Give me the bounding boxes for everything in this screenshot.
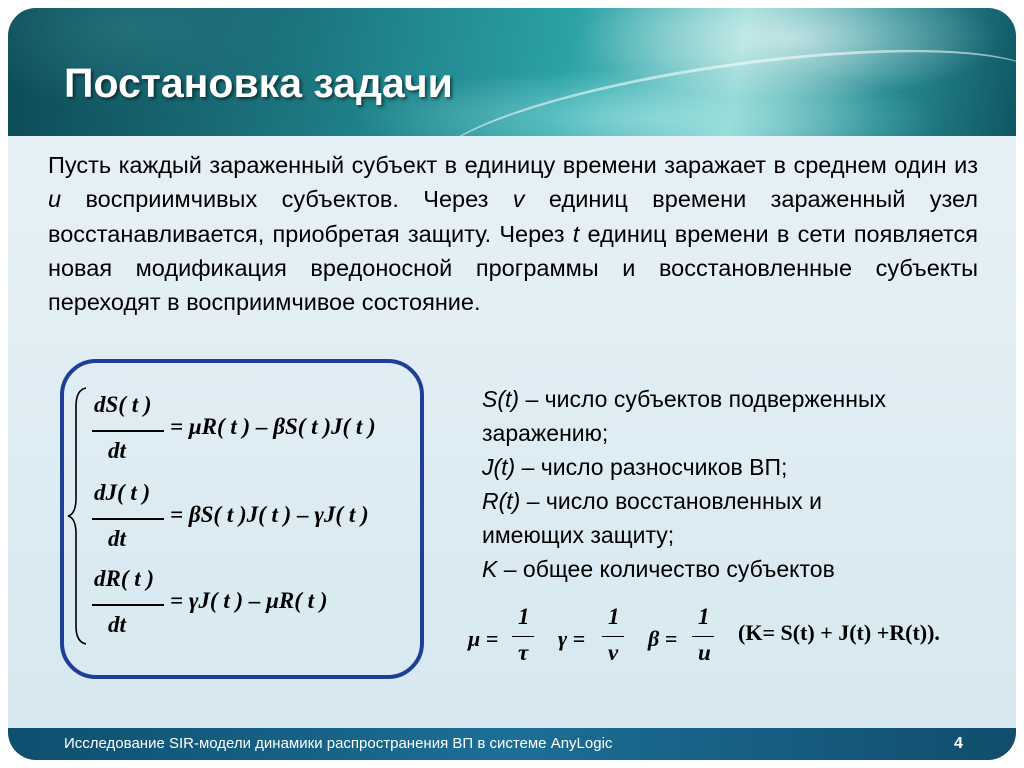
footer-text: Исследование SIR-модели динамики распространения ВП в системе AnyLogic [64,735,613,752]
population-formula: (K= S(t) + J(t) +R(t)). [738,620,940,645]
equation-denominator: dt [108,438,126,463]
header-banner [8,8,1016,136]
fraction-line [92,518,164,520]
parameter-denominator: τ [518,640,529,665]
variable-u: u [48,186,62,213]
equation-rhs: = γJ( t ) – μR( t ) [170,588,328,613]
parameter-mu [468,600,538,670]
parameter-denominator: v [608,640,619,665]
text-part-1: Пусть каждый зараженный субъект в единицу времени заражает в среднем один из [48,152,978,178]
definition-item [482,416,1002,450]
variable-t: t [572,220,580,247]
parameter-lhs: μ = [468,626,499,651]
definition-item [482,484,1002,518]
equation-dj [88,478,428,558]
definition-text: – число субъектов подверженных [519,386,886,412]
definition-symbol: S(t) [482,386,520,412]
parameter-numerator: 1 [608,604,620,629]
definition-item [482,518,1002,552]
fraction-line [692,636,714,637]
definition-item [482,552,1002,586]
definition-text: имеющих защиту; [482,522,675,548]
definition-item [482,382,1002,416]
fraction-line [602,636,624,637]
footer-bar [8,728,1016,760]
equation-rhs: = βS( t )J( t ) – γJ( t ) [170,502,369,527]
variable-v: v [512,186,525,213]
parameter-denominator: u [698,640,711,665]
parameter-lhs: γ = [558,626,586,651]
definition-text: – общее количество субъектов [497,556,835,582]
fraction-line [92,604,164,606]
fraction-line [92,430,164,432]
equation-numerator: dS( t ) [94,392,152,417]
definition-symbol: R(t) [482,488,521,514]
text-part-4: единиц времени в сети появляется новая модификация вредоносной программы и восстановленные субъекты переходят в восприимчивое состояние. [48,220,978,316]
problem-statement [48,148,978,319]
definition-text: – число разносчиков ВП; [515,454,788,480]
text-part-3: единиц времени зараженный узел восстанавливается, приобретая защиту. Через [48,186,978,247]
fraction-line [512,636,534,637]
equation-numerator: dJ( t ) [94,480,151,505]
system-brace [66,386,88,646]
definition-text: заражению; [482,420,609,446]
equation-numerator: dR( t ) [94,566,155,591]
definitions-list [482,382,1002,586]
parameter-beta [648,600,718,670]
definition-item [482,450,1002,484]
parameter-numerator: 1 [518,604,530,629]
definition-symbol: J(t) [482,454,516,480]
parameter-numerator: 1 [698,604,710,629]
equation-ds [88,390,428,470]
equation-dr [88,564,428,644]
parameter-gamma [558,600,628,670]
slide [8,8,1016,760]
text-part-2: восприимчивых субъектов. Через [61,186,513,213]
equation-rhs: = μR( t ) – βS( t )J( t ) [170,414,376,439]
parameter-lhs: β = [648,626,678,651]
equation-denominator: dt [108,526,126,551]
equation-denominator: dt [108,612,126,637]
page-number: 4 [954,735,963,752]
slide-title: Постановка задачи [64,60,453,106]
definition-text: – число восстановленных и [520,488,822,514]
definition-symbol: K [482,556,498,582]
